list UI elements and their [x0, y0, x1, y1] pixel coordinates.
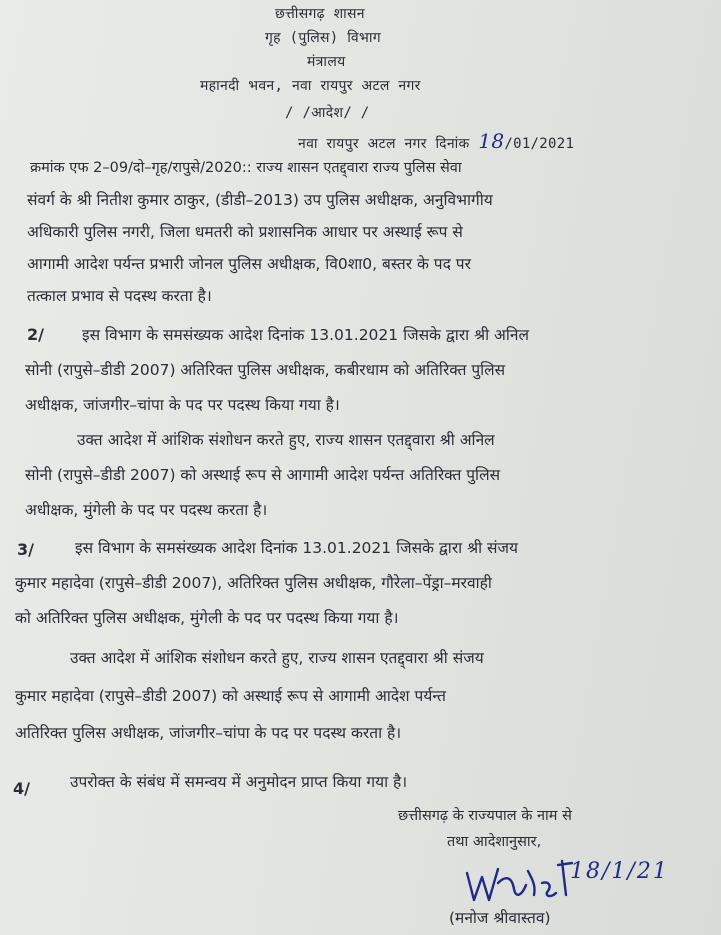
para1-line3: अधिकारी पुलिस नगरी, जिला धमतरी को प्रशासनिक आधार पर अस्थाई रूप से: [27, 223, 463, 241]
para3-line1: इस विभाग के समसंख्यक आदेश दिनांक 13.01.2021 जिसके द्वारा श्री संजय: [75, 539, 518, 557]
date-day-handwritten: 18: [478, 129, 505, 153]
para2-line5: सोनी (रापुसे–डीडी 2007) को अस्थाई रूप से आगामी आदेश पर्यन्त अतिरिक्त पुलिस: [25, 466, 501, 484]
para2-line2: सोनी (रापुसे–डीडी 2007) अतिरिक्त पुलिस अधीक्षक, कबीरधाम को अतिरिक्त पुलिस: [25, 361, 506, 379]
department-title: गृह (पुलिस) विभाग: [265, 30, 381, 46]
signature-date: 18/1/21: [570, 859, 669, 884]
closing-line1: छत्तीसगढ़ के राज्यपाल के नाम से: [398, 808, 572, 824]
para3-number: 3/: [17, 540, 34, 559]
address-line: महानदी भवन, नवा रायपुर अटल नगर: [200, 78, 421, 94]
para3-line3: को अतिरिक्त पुलिस अधीक्षक, मुंगेली के पद पर पदस्थ किया गया है।: [15, 609, 399, 627]
govt-title: छत्तीसगढ़ शासन: [275, 6, 365, 22]
closing-line2: तथा आदेशानुसार,: [447, 834, 542, 850]
para2-number: 2/: [27, 325, 44, 344]
para1-line5: तत्काल प्रभाव से पदस्थ करता है।: [27, 287, 212, 305]
order-date: [298, 131, 574, 154]
para2-line1: इस विभाग के समसंख्यक आदेश दिनांक 13.01.2021 जिसके द्वारा श्री अनिल: [82, 326, 529, 344]
para2-line4: उक्त आदेश में आंशिक संशोधन करते हुए, राज्य शासन एतद्द्वारा श्री अनिल: [77, 431, 495, 449]
signatory-name: (मनोज श्रीवास्तव): [449, 909, 551, 927]
para2-line3: अधीक्षक, जांजगीर–चांपा के पद पर पदस्थ किया गया है।: [25, 396, 340, 414]
para1-line2: संवर्ग के श्री नितीश कुमार ठाकुर, (डीडी–2013) उप पुलिस अधीक्षक, अनुविभागीय: [27, 191, 493, 209]
para4-line1: उपरोक्त के संबंध में समन्वय में अनुमोदन प्राप्त किया गया है।: [70, 773, 408, 791]
para3-line6: अतिरिक्त पुलिस अधीक्षक, जांजगीर–चांपा के पद पर पदस्थ करता है।: [15, 724, 402, 742]
para3-line2: कुमार महादेवा (रापुसे–डीडी 2007), अतिरिक्त पुलिस अधीक्षक, गौरेला–पेंड्रा–मरवाही: [15, 574, 492, 592]
para3-line5: कुमार महादेवा (रापुसे–डीडी 2007) को अस्थाई रूप से आगामी आदेश पर्यन्त: [15, 687, 446, 705]
date-rest: /01/2021: [504, 136, 575, 152]
para1-line4: आगामी आदेश पर्यन्त प्रभारी जोनल पुलिस अधीक्षक, वि0शा0, बस्तर के पद पर: [27, 255, 471, 273]
para2-line6: अधीक्षक, मुंगेली के पद पर पदस्थ करता है।: [25, 501, 268, 519]
date-prefix: नवा रायपुर अटल नगर दिनांक: [298, 136, 470, 152]
para1-line1: क्रमांक एफ 2–09/दो–गृह/रापुसे/2020:: राज्य शासन एतद्द्वारा राज्य पुलिस सेवा: [30, 160, 462, 176]
order-heading: / /आदेश/ /: [285, 105, 370, 121]
para3-line4: उक्त आदेश में आंशिक संशोधन करते हुए, राज्य शासन एतद्द्वारा श्री संजय: [70, 649, 484, 667]
para4-number: 4/: [13, 779, 30, 798]
ministry-title: मंत्रालय: [307, 54, 346, 70]
